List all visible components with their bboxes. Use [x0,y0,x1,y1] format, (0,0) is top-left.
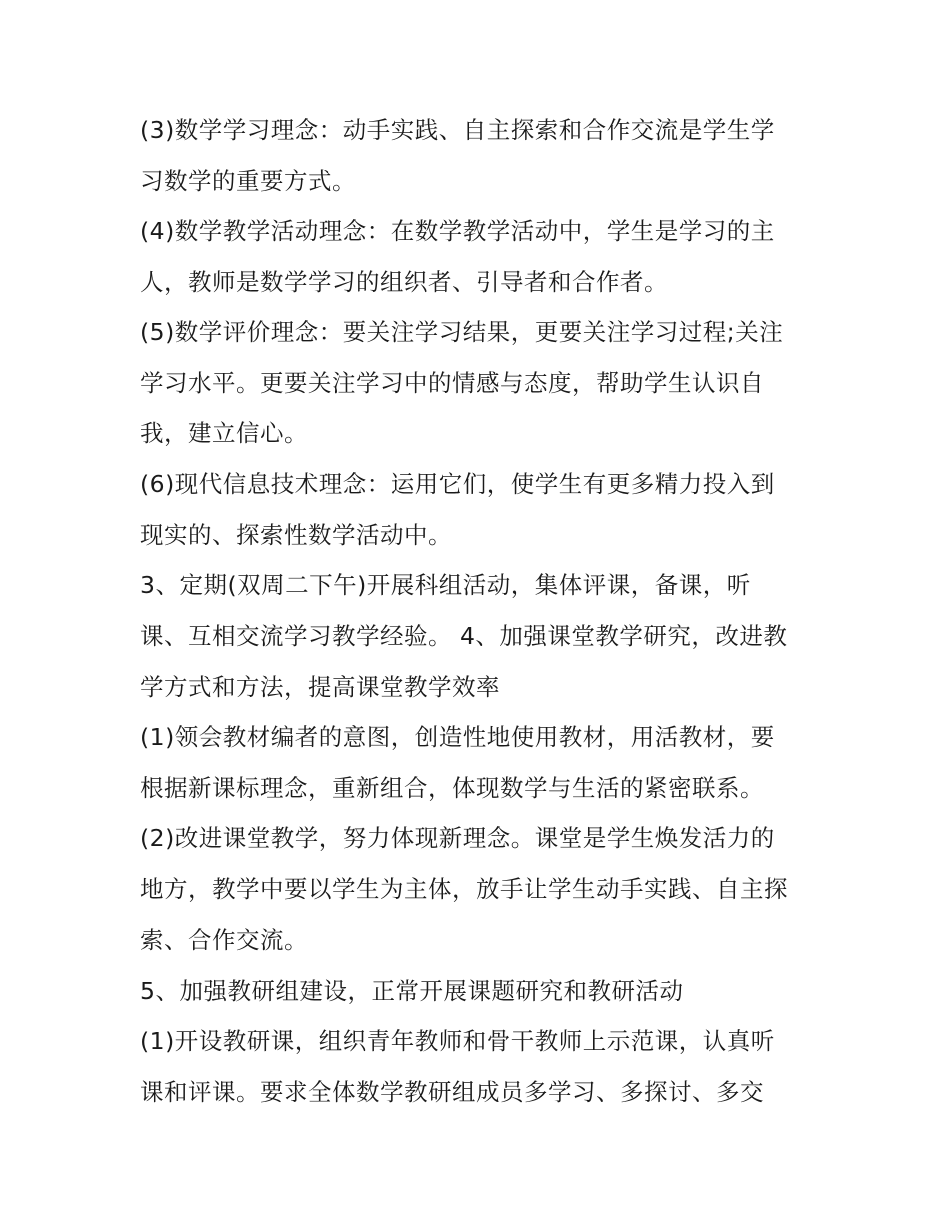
text-line: 5、加强教研组建设，正常开展课题研究和教研活动 [140,977,684,1005]
text-line: 习数学的重要方式。 [140,167,356,195]
text-line: 人，教师是数学学习的组织者、引导者和合作者。 [140,268,668,296]
text-line: (2)改进课堂教学，努力体现新理念。课堂是学生焕发活力的 [140,824,775,852]
text-line: (1)开设教研课，组织青年教师和骨干教师上示范课，认真听 [140,1027,775,1055]
text-line: (6)现代信息技术理念：运用它们，使学生有更多精力投入到 [140,470,775,498]
text-line: 学方式和方法，提高课堂教学效率 [140,673,500,701]
text-line: 现实的、探索性数学活动中。 [140,521,452,549]
text-line: (4)数学教学活动理念：在数学教学活动中，学生是学习的主 [140,217,775,245]
text-line: (3)数学学习理念：动手实践、自主探索和合作交流是学生学 [140,116,775,144]
text-line: 学习水平。更要关注学习中的情感与态度，帮助学生认识自 [140,369,764,397]
text-line: 我，建立信心。 [140,419,308,447]
text-line: 课和评课。要求全体数学教研组成员多学习、多探讨、多交 [140,1078,764,1106]
text-line: 根据新课标理念，重新组合，体现数学与生活的紧密联系。 [140,774,764,802]
text-line: (5)数学评价理念：要关注学习结果，更要关注学习过程;关注 [140,318,784,346]
text-line: 课、互相交流学习教学经验。 4、加强课堂教学研究，改进教 [140,622,788,650]
text-line: 3、定期(双周二下午)开展科组活动，集体评课，备课，听 [140,571,751,599]
text-line: (1)领会教材编者的意图，创造性地使用教材，用活教材，要 [140,723,775,751]
text-line: 地方，教学中要以学生为主体，放手让学生动手实践、自主探 [140,875,788,903]
text-line: 索、合作交流。 [140,926,308,954]
